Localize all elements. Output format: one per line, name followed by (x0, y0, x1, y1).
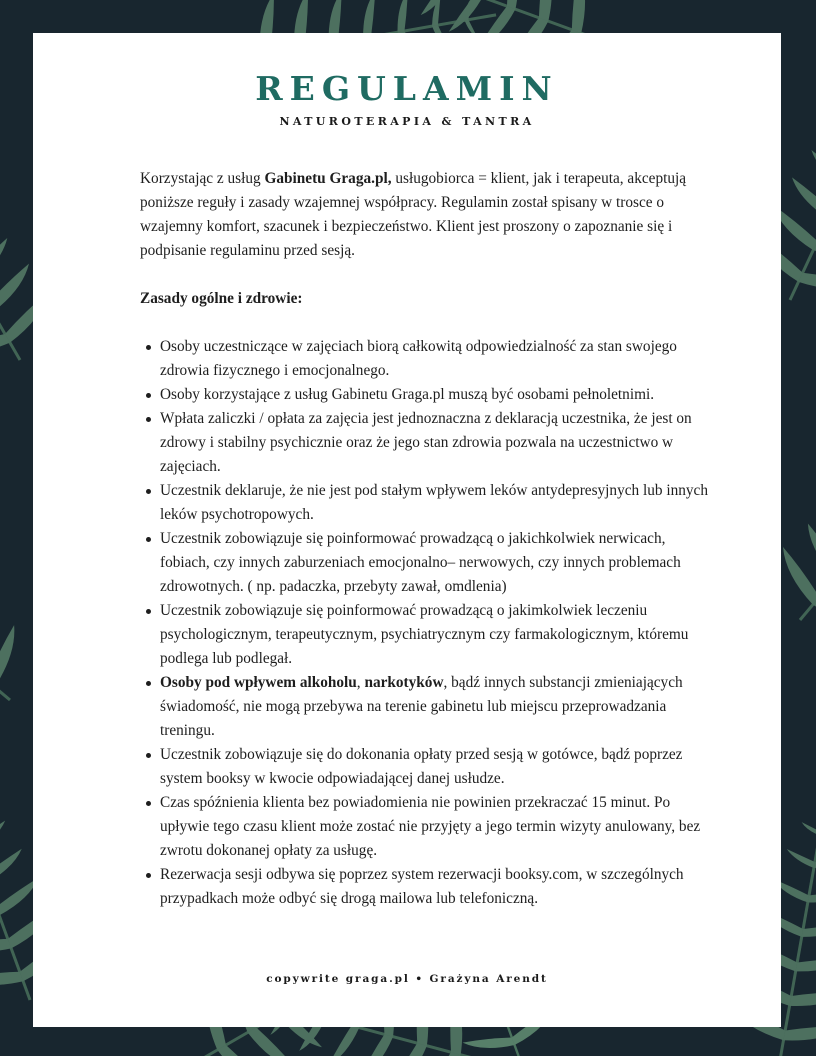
rule-text: Uczestnik zobowiązuje się poinformować prowadzącą o jakimkolwiek leczeniu psychologicznym, terapeutycznym, psychiatrycznym czy farmakologicznym, któremu podlega lub podlegał. (160, 602, 689, 667)
section-heading: Zasady ogólne i zdrowie: (140, 290, 303, 307)
rule-item (160, 863, 710, 911)
rule-bold-text: narkotyków (364, 674, 444, 691)
rule-text: Uczestnik zobowiązuje się do dokonania opłaty przed sesją w gotówce, bądź poprzez system booksy w kwocie odpowiadającej danej usłudze. (160, 746, 683, 787)
document-body (140, 167, 710, 911)
document-page (33, 33, 781, 1027)
rule-text: Uczestnik deklaruje, że nie jest pod stałym wpływem leków antydepresyjnych lub innych leków psychotropowych. (160, 482, 708, 523)
rule-item (160, 407, 710, 479)
rule-item (160, 671, 710, 743)
intro-prefix: Korzystając z usług (140, 170, 265, 187)
rule-bold-text: Osoby pod wpływem alkoholu (160, 674, 357, 691)
rule-separator: , (356, 674, 365, 691)
intro-bold-business-name: Gabinetu Graga.pl, (264, 170, 392, 187)
footer-copyright: copywrite graga.pl • Grażyna Arendt (266, 973, 548, 985)
rule-item (160, 743, 710, 791)
rule-text: Osoby uczestniczące w zajęciach biorą całkowitą odpowiedzialność za stan swojego zdrowia fizycznego i emocjonalnego. (160, 338, 677, 379)
rule-item (160, 335, 710, 383)
rule-item (160, 599, 710, 671)
rule-text: Czas spóźnienia klienta bez powiadomienia nie powinien przekraczać 15 minut. Po upływie tego czasu klient może zostać nie przyjęty a jego termin wizyty anulowany, bez zwrotu dokonanej opłaty za usługę. (160, 794, 701, 859)
page-title: REGULAMIN (255, 69, 559, 108)
page-subtitle: NATUROTERAPIA & TANTRA (279, 115, 535, 128)
rule-item (160, 527, 710, 599)
rule-text: Uczestnik zobowiązuje się poinformować prowadzącą o jakichkolwiek nerwicach, fobiach, czy innych zaburzeniach emocjonalno– nerwowych, czy innych problemach zdrowotnych. ( np. padaczka, przebyty zawał, omdlenia) (160, 530, 681, 595)
rule-text: , bądź innych substancji zmieniających świadomość, nie mogą przebywa na terenie gabinetu lub miejscu przeprowadzania treningu. (160, 674, 683, 739)
rules-list (140, 335, 710, 911)
intro-paragraph (140, 167, 710, 263)
intro-suffix: usługobiorca = klient, jak i terapeuta, akceptują poniższe reguły i zasady wzajemnej współpracy. Regulamin został spisany w trosce o wzajemny komfort, szacunek i bezpieczeństwo. Klient jest proszony o zapoznanie się i podpisanie regulaminu przed sesją. (140, 170, 687, 259)
rule-item (160, 479, 710, 527)
rule-text: Osoby korzystające z usług Gabinetu Graga.pl muszą być osobami pełnoletnimi. (160, 386, 655, 403)
rule-item (160, 791, 710, 863)
rule-text: Rezerwacja sesji odbywa się poprzez system rezerwacji booksy.com, w szczególnych przypadkach może odbyć się drogą mailowa lub telefoniczną. (160, 866, 684, 907)
rule-item (160, 383, 710, 407)
rule-text: Wpłata zaliczki / opłata za zajęcia jest jednoznaczna z deklaracją uczestnika, że jest on zdrowy i stabilny psychicznie oraz że jego stan zdrowia pozwala na uczestnictwo w zajęciach. (160, 410, 692, 475)
